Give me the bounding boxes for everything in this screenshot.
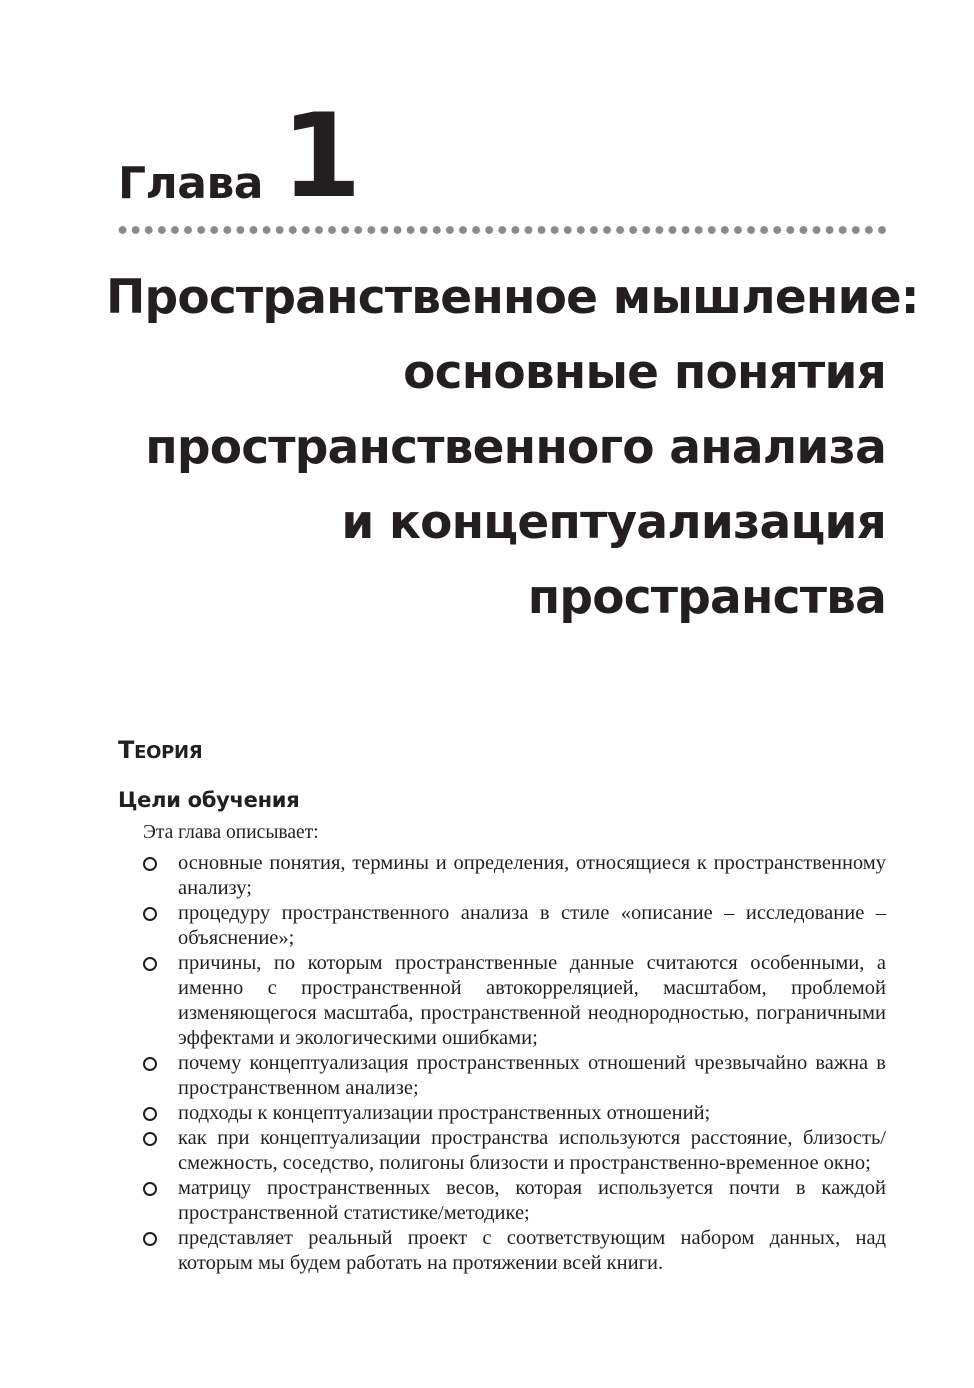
list-item-text: как при концептуализации пространства используются расстояние, близость/смежность, соседство, полигоны близости и пространственно-временное окно; [178,1127,886,1174]
list-item-text: представляет реальный проект с соответствующим набором данных, над которым мы будем работать на протяжении всей книги. [178,1227,886,1274]
section-heading [118,734,202,769]
list-item [143,1226,886,1276]
list-item-text: основные понятия, термины и определения, относящиеся к пространственному анализу; [178,852,886,899]
list-item [143,851,886,901]
subsection-heading: Цели обучения [118,788,300,812]
list-item-text: почему концептуализация пространственных отношений чрезвычайно важна в пространственном анализе; [178,1052,886,1099]
dotted-divider [116,224,888,236]
list-item [143,1176,886,1226]
circle-bullet-icon [143,857,157,871]
circle-bullet-icon [143,957,157,971]
list-item-text: причины, по которым пространственные данные считаются особенными, а именно с пространственной автокорреляцией, масштабом, проблемой изменяющегося масштаба, пространственной неоднородностью, пограничными эффектами и экологическими ошибками; [178,952,886,1049]
list-item [143,1101,886,1126]
intro-text: Эта глава описывает: [143,822,319,843]
list-item [143,1051,886,1101]
chapter-heading [118,88,362,224]
chapter-title-line: Пространственное мышление: [106,270,919,325]
list-item [143,951,886,1051]
chapter-number: 1 [281,88,362,224]
chapter-title [106,260,919,635]
chapter-title-line: основные понятия [403,345,886,400]
circle-bullet-icon [143,1232,157,1246]
list-item-text: процедуру пространственного анализа в стиле «описание – исследование – объяснение»; [178,902,886,949]
learning-goals-list [143,851,886,1276]
list-item [143,901,886,951]
chapter-label: Глава [118,158,263,209]
list-item-text: подходы к концептуализации пространственных отношений; [178,1102,711,1124]
section-heading-rest: ЕОРИЯ [134,742,203,763]
circle-bullet-icon [143,1182,157,1196]
circle-bullet-icon [143,1107,157,1121]
section-heading-initial: Т [118,736,135,764]
chapter-title-line: пространства [527,570,886,625]
circle-bullet-icon [143,907,157,921]
list-item [143,1126,886,1176]
list-item-text: матрицу пространственных весов, которая используется почти в каждой пространственной статистике/методике; [178,1177,886,1224]
chapter-title-line: и концептуализация [341,495,886,550]
circle-bullet-icon [143,1057,157,1071]
chapter-title-line: пространственного анализа [145,420,886,475]
circle-bullet-icon [143,1132,157,1146]
